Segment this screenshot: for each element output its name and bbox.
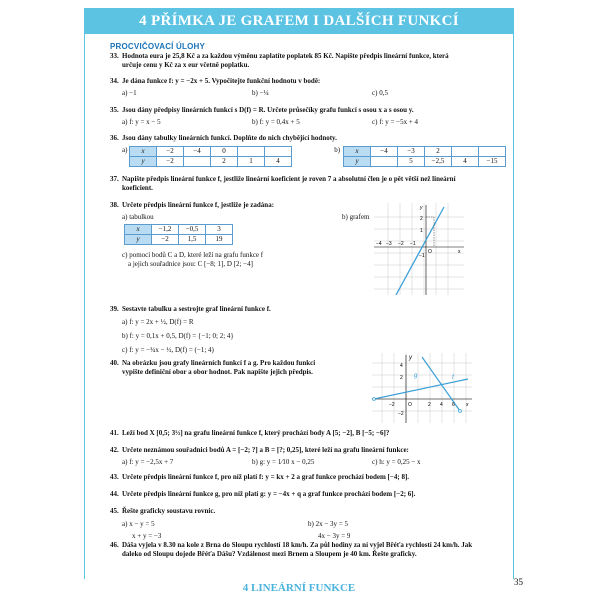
svg-text:−2: −2 [398,411,404,417]
table-cell: −4 [184,147,211,157]
svg-text:y: y [409,355,412,361]
svg-text:f: f [452,375,454,381]
table-cell: −2 [157,147,184,157]
svg-text:y: y [420,205,423,211]
table-38 [124,224,233,245]
svg-text:g: g [414,373,418,379]
svg-text:x: x [458,249,461,255]
table-cell: −3 [398,147,425,157]
table-cell: −2 [152,235,179,245]
svg-text:−1: −1 [419,253,425,259]
table-cell: −1,2 [152,225,179,235]
svg-text:−1: −1 [410,241,416,247]
table-cell: −4 [371,147,398,157]
exercise-45: 45. Řešte graficky soustavu rovnic. a) x − y = 5 b) 2x − 3y = 5 x + y = −3 4x − 3y = 9 [110,507,351,540]
table-cell: −2,5 [425,157,452,167]
table-36b [343,146,506,167]
exercise-39: 39. Sestavte tabulku a sestrojte graf lineární funkce f. a) f: y = 2x + ½, D(f) = R b) f: y = 0,1x + 0,5, D(f) = {−1; 0; 2; 4} c) f: y = −¾x − ½, D(f) = (−1; 4) [110,305,271,354]
table-cell: 4 [452,157,479,167]
table-cell: x [344,147,371,157]
svg-text:O: O [428,249,432,255]
table-cell [479,147,506,157]
section-heading: PROCVIČOVACÍ ÚLOHY [110,42,206,51]
svg-text:O: O [408,402,412,408]
svg-text:−2: −2 [389,402,395,408]
table-cell: 3 [206,225,233,235]
footer-chapter: 4 LINEÁRNÍ FUNKCE [84,579,514,597]
table-cell: 1,5 [179,235,206,245]
table-cell: −2 [157,157,184,167]
svg-text:x: x [466,402,469,408]
svg-text:2: 2 [400,375,403,381]
page-title: 4 PŘÍMKA JE GRAFEM I DALŠÍCH FUNKCÍ [84,8,514,34]
table-cell: 2 [211,157,238,167]
table-36a [129,146,292,167]
endpoint [373,398,376,401]
table-cell [265,147,292,157]
exercise-38: 38. Určete předpis lineární funkce f, jestliže je zadána: a) tabulkou x −1,2 −0,5 3 y −2 1,5 19 c) pomocí bodů C a D, které leží na grafu funkce f a jejich souřadnice jsou: C [−8; 1], D [2; −4] b) grafem [110,201,370,268]
exercise-42: 42. Určete neznámou souřadnici bodů A = [−2; ?] a B = [?; 0,25], které leží na grafu lineární funkce: a) f: y = −2,5x + 7 b) g: y = 1⁄10 x − 0,25 c) h: y = 0,25 − x [110,446,421,466]
exercise-37: 37. Napište předpis lineární funkce f, jestliže lineární koeficient je roven 7 a absolutní člen je o pět větší než lineární koeficient. [110,175,456,192]
table-cell: 19 [206,235,233,245]
table-cell [452,147,479,157]
svg-text:1: 1 [420,228,423,234]
exercise-41: 41. Leží bod X [0,5; 3½] na grafu lineární funkce f, který prochází body A [5; −2], B [−5; −6]? [110,429,390,437]
table-cell: 0 [211,147,238,157]
svg-text:2: 2 [420,216,423,222]
table-cell: 4 [265,157,292,167]
exercise-34: 34. Je dána funkce f: y = −2x + 5. Vypočítejte funkční hodnotu v bodě: a) −1 b) −¼ c) 0,5 [110,77,388,97]
table-cell: −15 [479,157,506,167]
exercise-40: 40. Na obrázku jsou grafy lineárních funkcí f a g. Pro každou funkci vypište definiční obor a obor hodnot. Pak napište jejich předpis. [110,359,316,376]
table-cell: y [125,235,152,245]
exercise-43: 43. Určete předpis lineární funkce f, pro níž platí f: y = kx + 2 a graf funkce prochází bodem [−4; 8]. [110,473,410,481]
page-number: 35 [514,577,523,587]
table-cell: 1 [238,157,265,167]
svg-text:4: 4 [440,402,443,408]
table-cell: x [125,225,152,235]
endpoint [459,410,462,413]
svg-text:6: 6 [452,402,455,408]
table-cell [184,157,211,167]
table-cell [238,147,265,157]
table-cell: 2 [425,147,452,157]
page [84,8,514,593]
exercise-35: 35. Jsou dány předpisy lineárních funkcí s D(f) = R. Určete průsečíky grafu funkcí s osou x a s osou y. a) f: y = x − 5 b) f: y = 0,4x + 5 c) f: y = −5x + 4 [110,106,419,126]
svg-text:−4: −4 [376,241,382,247]
table-cell: 5 [398,157,425,167]
graph-38b [374,203,464,295]
svg-text:4: 4 [400,363,403,369]
table-cell: −0,5 [179,225,206,235]
table-cell: y [344,157,371,167]
svg-text:−3: −3 [386,241,392,247]
exercise-33: 33. Hodnota eura je 25,8 Kč a za každou výměnu zaplatíte poplatek 85 Kč. Napište předpis lineární funkce, která určuje cenu y Kč za x eur včetně poplatku. [110,52,449,69]
table-cell [371,157,398,167]
exercise-44: 44. Určete předpis lineární funkce g, pro níž platí g: y = −4x + q a graf funkce prochází bodem [−2; 6]. [110,490,416,498]
svg-text:2: 2 [428,402,431,408]
exercise-46: 46. Dáša vyjela v 8.30 na kole z Brna do Sloupu rychlostí 18 km/h. Za půl hodiny za ní vyjel Břéťa rychlostí 24 km/h. Jak daleko od Sloupu dojede Břéťa Dášu? Vzdálenost mezi Brnem a Sloupem je 40 km. Řešte graficky. [110,541,473,558]
svg-text:−2: −2 [398,241,404,247]
exercise-36: 36. Jsou dány tabulky lineárních funkcí. Doplňte do nich chybějící hodnoty. a) x −2 −4 0 y −2 2 1 4 b) x −4 −3 2 y 5 −2,5 4 −15 [110,134,506,167]
table-cell: y [130,157,157,167]
table-cell: x [130,147,157,157]
graph-40 [372,353,472,423]
